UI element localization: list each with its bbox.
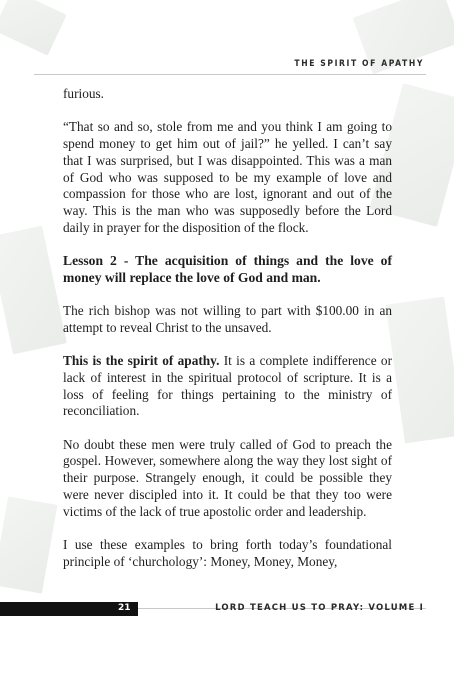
paragraph: The rich bishop was not willing to part with $100.00 in an attempt to reveal Christ to the unsaved. bbox=[63, 303, 392, 335]
page-number: 21 bbox=[118, 603, 131, 613]
header-rule bbox=[34, 74, 426, 75]
paragraph-text: It is a complete indifference or lack of interest in the spiritual protocol of scripture. It is a loss of feeling for things pertaining to the ministry of reconciliation. bbox=[63, 353, 392, 419]
footer-book-title: LORD TEACH US TO PRAY: VOLUME I bbox=[215, 603, 424, 613]
paragraph: No doubt these men were truly called of God to preach the gospel. However, somewhere along the way they lost sight of their purpose. Strangely enough, it could be possible they were never discipled into it. It could be that they too were victims of the lack of true apostolic order and leadership. bbox=[63, 436, 392, 519]
background-money-illustration bbox=[0, 0, 67, 56]
paragraph bbox=[63, 353, 392, 420]
page-body bbox=[63, 86, 392, 587]
lesson-heading: Lesson 2 - The acquisition of things and the love of money will replace the love of God and man. bbox=[63, 253, 392, 285]
paragraph: furious. bbox=[63, 86, 104, 101]
running-header: THE SPIRIT OF APATHY bbox=[294, 59, 424, 69]
background-money-illustration bbox=[0, 496, 57, 593]
paragraph: I use these examples to bring forth today’s foundational principle of ‘churchology’: Money, Money, Money, bbox=[63, 536, 392, 569]
paragraph: “That so and so, stole from me and you think I am going to spend money to get him out of jail?” he yelled. I can’t say that I was surprised, but I was disappointed. This was a man of God who was supposed to be my example of love and compassion for those who are lost, ignorant and out of the way. This is the man who was supposedly before the Lord daily in prayer for the disposition of the flock. bbox=[63, 119, 392, 235]
background-money-illustration bbox=[386, 297, 454, 444]
background-money-illustration bbox=[0, 226, 67, 355]
emphasis-text: This is the spirit of apathy. bbox=[63, 353, 220, 369]
